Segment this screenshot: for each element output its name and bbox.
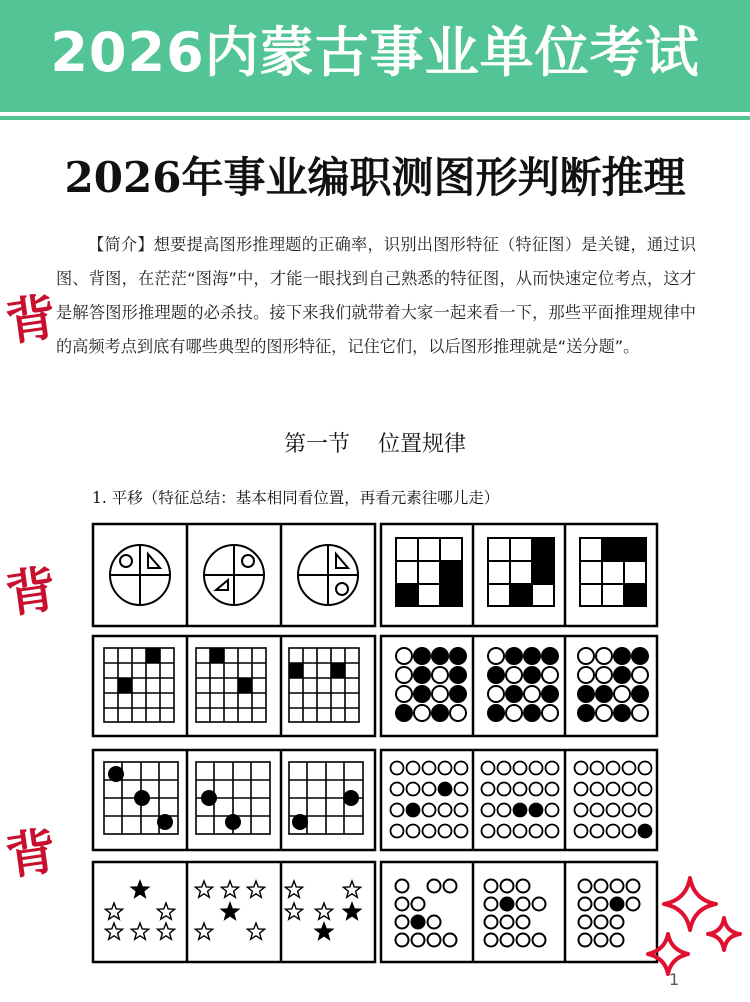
- circle-mark: [607, 762, 620, 775]
- star-mark: [343, 881, 360, 897]
- circle-mark: [412, 934, 425, 947]
- circle-mark: [485, 880, 498, 893]
- circle-mark: [455, 825, 468, 838]
- sparkle-icon: [648, 878, 740, 974]
- star-mark: [285, 903, 302, 919]
- circle-mark: [614, 648, 630, 664]
- circle-mark: [611, 934, 624, 947]
- circle-mark: [432, 705, 448, 721]
- circle-mark: [614, 705, 630, 721]
- row1-left-figures: [110, 545, 358, 605]
- circle-mark: [391, 783, 404, 796]
- circle-mark: [501, 934, 514, 947]
- circle-mark: [498, 825, 511, 838]
- circle-mark: [575, 804, 588, 817]
- circle-mark: [396, 934, 409, 947]
- section-title: 位置规律: [378, 432, 467, 457]
- circle-mark: [517, 934, 530, 947]
- circle-mark: [596, 648, 612, 664]
- row2-left-frame: [93, 636, 375, 736]
- circle-mark: [439, 825, 452, 838]
- circle-mark: [579, 880, 592, 893]
- circle-mark: [423, 762, 436, 775]
- circle-mark: [450, 686, 466, 702]
- circle-mark: [623, 762, 636, 775]
- circle-mark: [407, 762, 420, 775]
- circle-mark: [450, 667, 466, 683]
- circle-mark: [596, 667, 612, 683]
- circle-mark: [414, 667, 430, 683]
- circle-mark: [501, 880, 514, 893]
- intro-paragraph: 【简介】想要提高图形推理题的正确率，识别出图形特征（特征图）是关键，通过识图、背图，在茫茫“图海”中，才能一眼找到自己熟悉的特征图，从而快速定位考点，这才是解答图形推理题的必杀技。接下来我们就带着大家一起来看一下，那些平面推理规律中的高频考点到底有哪些典型的图形特征，记住它们，以后图形推理就是“送分题”。: [56, 235, 696, 356]
- circle-mark: [623, 783, 636, 796]
- circle-mark: [506, 667, 522, 683]
- row3-right-figures: [391, 762, 652, 838]
- circle-mark: [396, 648, 412, 664]
- circle-mark: [524, 648, 540, 664]
- circle-mark: [432, 686, 448, 702]
- circle-mark: [530, 762, 543, 775]
- circle-mark: [423, 825, 436, 838]
- star-mark: [343, 903, 360, 919]
- circle-mark: [396, 705, 412, 721]
- row3-left-figures: [104, 762, 363, 834]
- circle-mark: [546, 825, 559, 838]
- star-mark: [131, 923, 148, 939]
- star-mark: [221, 903, 238, 919]
- circle-mark: [498, 804, 511, 817]
- circle-mark: [632, 705, 648, 721]
- circle-mark: [517, 880, 530, 893]
- circle-mark: [517, 916, 530, 929]
- circle-mark: [514, 825, 527, 838]
- star-mark: [285, 881, 302, 897]
- circle-mark: [439, 783, 452, 796]
- circle-mark: [591, 825, 604, 838]
- circle-mark: [627, 898, 640, 911]
- circle-mark: [407, 783, 420, 796]
- circle-mark: [396, 686, 412, 702]
- circle-mark: [546, 783, 559, 796]
- circle-mark: [488, 667, 504, 683]
- circle-mark: [575, 825, 588, 838]
- circle-mark: [639, 783, 652, 796]
- circle-mark: [524, 705, 540, 721]
- circle-mark: [607, 783, 620, 796]
- circle-mark: [444, 934, 457, 947]
- circle-mark: [439, 762, 452, 775]
- circle-mark: [579, 916, 592, 929]
- circle-mark: [506, 648, 522, 664]
- circle-mark: [542, 705, 558, 721]
- circle-mark: [579, 898, 592, 911]
- circle-mark: [639, 825, 652, 838]
- circle-mark: [546, 804, 559, 817]
- circle-mark: [514, 783, 527, 796]
- circle-mark: [498, 762, 511, 775]
- circle-mark: [488, 705, 504, 721]
- circle-mark: [407, 804, 420, 817]
- circle-mark: [591, 783, 604, 796]
- circle-mark: [414, 705, 430, 721]
- circle-mark: [530, 825, 543, 838]
- banner-title: 2026内蒙古事业单位考试: [50, 21, 700, 84]
- circle-mark: [530, 804, 543, 817]
- memorize-stamp: 背: [2, 820, 60, 887]
- circle-mark: [632, 648, 648, 664]
- circle-mark: [578, 686, 594, 702]
- circle-mark: [595, 934, 608, 947]
- star-mark: [247, 923, 264, 939]
- circle-mark: [432, 667, 448, 683]
- circle-mark: [517, 898, 530, 911]
- circle-mark: [396, 916, 409, 929]
- document-title: 2026年事业编职测图形判断推理: [64, 153, 686, 202]
- circle-mark: [542, 648, 558, 664]
- circle-mark: [632, 686, 648, 702]
- row1-right-figures: [396, 538, 646, 606]
- star-mark: [315, 903, 332, 919]
- circle-mark: [391, 825, 404, 838]
- star-mark: [315, 923, 332, 939]
- circle-mark: [423, 783, 436, 796]
- circle-mark: [428, 916, 441, 929]
- circle-mark: [501, 916, 514, 929]
- circle-mark: [596, 705, 612, 721]
- circle-mark: [639, 762, 652, 775]
- circle-mark: [614, 667, 630, 683]
- circle-mark: [482, 762, 495, 775]
- circle-mark: [396, 880, 409, 893]
- row4-right-figures: [396, 880, 640, 947]
- circle-mark: [514, 762, 527, 775]
- circle-mark: [595, 898, 608, 911]
- circle-mark: [514, 804, 527, 817]
- circle-mark: [439, 804, 452, 817]
- circle-mark: [623, 804, 636, 817]
- circle-mark: [506, 705, 522, 721]
- circle-mark: [524, 686, 540, 702]
- circle-mark: [488, 648, 504, 664]
- star-mark: [157, 923, 174, 939]
- circle-mark: [450, 648, 466, 664]
- circle-mark: [578, 648, 594, 664]
- circle-mark: [596, 686, 612, 702]
- circle-mark: [623, 825, 636, 838]
- circle-mark: [414, 648, 430, 664]
- circle-mark: [533, 934, 546, 947]
- circle-mark: [407, 825, 420, 838]
- circle-mark: [533, 898, 546, 911]
- circle-mark: [595, 880, 608, 893]
- circle-mark: [595, 916, 608, 929]
- star-mark: [195, 923, 212, 939]
- circle-mark: [611, 916, 624, 929]
- circle-mark: [591, 804, 604, 817]
- circle-mark: [482, 804, 495, 817]
- circle-mark: [488, 686, 504, 702]
- circle-mark: [575, 783, 588, 796]
- circle-mark: [485, 916, 498, 929]
- circle-mark: [485, 934, 498, 947]
- circle-mark: [414, 686, 430, 702]
- circle-mark: [498, 783, 511, 796]
- star-mark: [157, 903, 174, 919]
- circle-mark: [578, 705, 594, 721]
- circle-mark: [391, 804, 404, 817]
- circle-mark: [428, 934, 441, 947]
- circle-mark: [530, 783, 543, 796]
- circle-mark: [611, 898, 624, 911]
- row2-left-figures: [104, 648, 359, 722]
- row2-right-figures: [396, 648, 648, 721]
- circle-mark: [591, 762, 604, 775]
- circle-mark: [455, 762, 468, 775]
- circle-mark: [455, 783, 468, 796]
- circle-mark: [485, 898, 498, 911]
- circle-mark: [578, 667, 594, 683]
- circle-mark: [607, 804, 620, 817]
- circle-mark: [506, 686, 522, 702]
- circle-mark: [579, 934, 592, 947]
- circle-mark: [614, 686, 630, 702]
- section-label: 第一节: [283, 432, 350, 457]
- star-mark: [195, 881, 212, 897]
- circle-mark: [639, 804, 652, 817]
- circle-mark: [412, 916, 425, 929]
- circle-mark: [501, 898, 514, 911]
- star-mark: [105, 903, 122, 919]
- memorize-stamp: 背: [2, 286, 60, 353]
- circle-mark: [607, 825, 620, 838]
- circle-mark: [482, 783, 495, 796]
- circle-mark: [542, 686, 558, 702]
- star-mark: [221, 881, 238, 897]
- memorize-stamp: 背: [2, 558, 60, 625]
- circle-mark: [524, 667, 540, 683]
- circle-mark: [396, 667, 412, 683]
- circle-mark: [450, 705, 466, 721]
- subsection-heading: 1. 平移（特征总结：基本相同看位置，再看元素往哪儿走）: [92, 489, 500, 507]
- page-number: 1: [669, 970, 680, 989]
- row4-left-figures: [105, 881, 360, 939]
- star-mark: [131, 881, 148, 897]
- circle-mark: [412, 898, 425, 911]
- circle-mark: [627, 880, 640, 893]
- circle-mark: [575, 762, 588, 775]
- circle-mark: [396, 898, 409, 911]
- circle-mark: [482, 825, 495, 838]
- circle-mark: [432, 648, 448, 664]
- star-mark: [105, 923, 122, 939]
- circle-mark: [391, 762, 404, 775]
- circle-mark: [423, 804, 436, 817]
- star-mark: [247, 881, 264, 897]
- circle-mark: [455, 804, 468, 817]
- circle-mark: [632, 667, 648, 683]
- circle-mark: [542, 667, 558, 683]
- circle-mark: [444, 880, 457, 893]
- circle-mark: [428, 880, 441, 893]
- circle-mark: [611, 880, 624, 893]
- circle-mark: [546, 762, 559, 775]
